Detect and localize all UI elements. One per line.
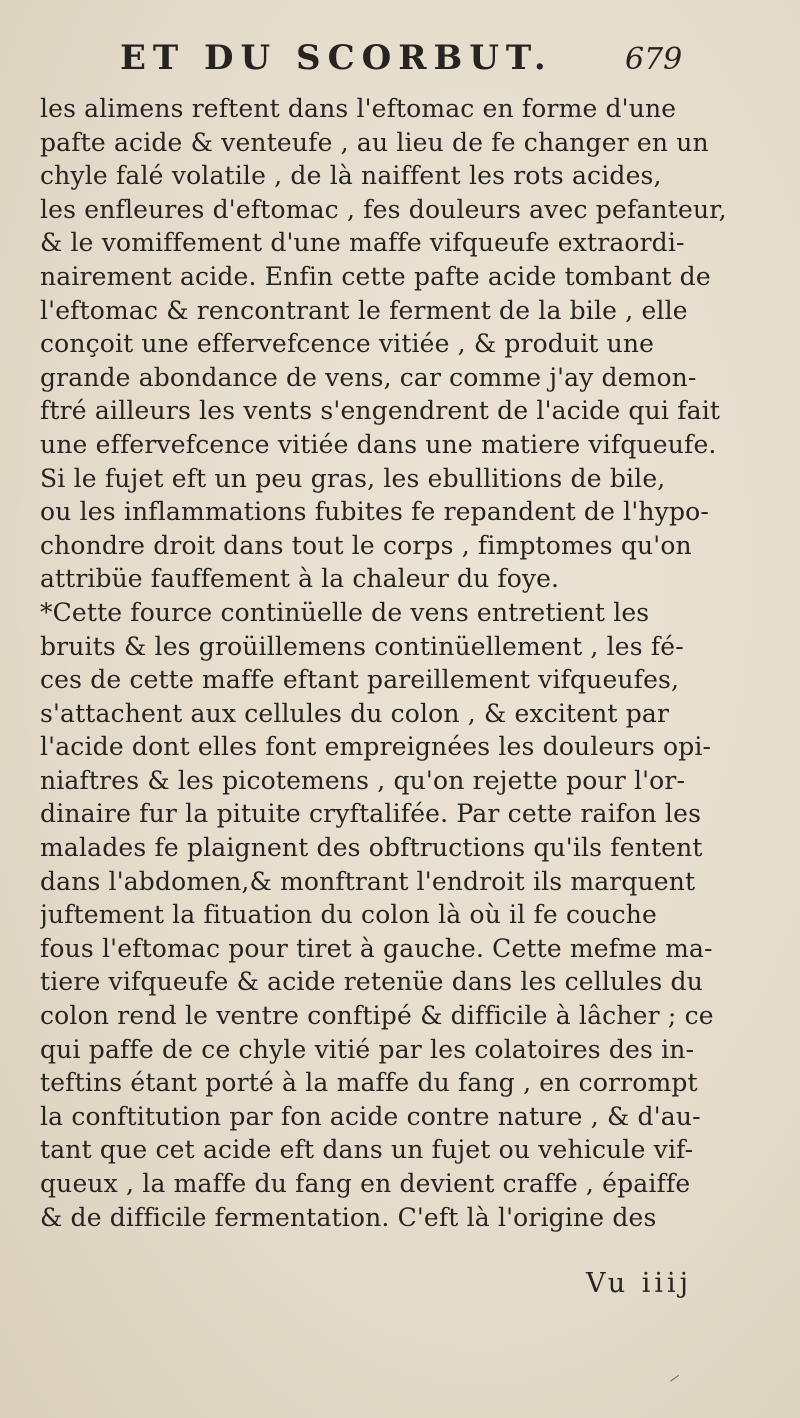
margin-mark: [670, 1375, 683, 1388]
signature-mark: Vu iiij: [586, 1268, 693, 1299]
text-line: qui paffe de ce chyle vitié par les colatoires des in-: [40, 1034, 695, 1064]
text-line: queux , la maffe du fang en devient craffe , épaiffe: [40, 1169, 691, 1198]
page-number: 679: [625, 42, 683, 77]
text-line: attribüe fauffement à la chaleur du foye.: [40, 564, 560, 594]
text-line: ces de cette maffe eftant pareillement vifqueufes,: [40, 665, 680, 695]
text-line: Si le fujet eft un peu gras, les ebullitions de bile,: [40, 463, 666, 493]
text-line: nairement acide. Enfin cette pafte acide tombant de: [40, 261, 711, 291]
text-line: malades fe plaignent des obftructions qu'ils fentent: [40, 833, 703, 863]
body-text: [40, 92, 780, 1234]
text-line: grande abondance de vens, car comme j'ay demon-: [40, 362, 697, 392]
text-line: *Cette fource continüelle de vens entretient les: [40, 597, 650, 627]
text-line: pafte acide & venteufe , au lieu de fe changer en un: [40, 127, 709, 157]
text-line: l'acide dont elles font empreignées les douleurs opi-: [40, 732, 712, 762]
text-line: les enfleures d'eftomac , fes douleurs avec pefanteur,: [40, 194, 727, 224]
text-line: l'eftomac & rencontrant le ferment de la bile , elle: [40, 295, 688, 325]
running-head: ET DU SCORBUT.: [120, 38, 553, 78]
text-line: dans l'abdomen,& monftrant l'endroit ils marquent: [40, 866, 696, 896]
text-line: colon rend le ventre conftipé & difficile à lâcher ; ce: [40, 1001, 714, 1031]
text-line: dinaire fur la pituite cryftalifée. Par cette raifon les: [40, 799, 702, 829]
text-line: & de difficile fermentation. C'eft là l'origine des: [40, 1202, 657, 1232]
text-line: fous l'eftomac pour tiret à gauche. Cette mefme ma-: [40, 933, 713, 963]
text-line: bruits & les groüillemens continüellement , les fé-: [40, 631, 684, 661]
page-footer: [0, 1268, 800, 1308]
text-line: tiere vifqueufe & acide retenüe dans les cellules du: [40, 967, 703, 997]
text-line: niaftres & les picotemens , qu'on rejette pour l'or-: [40, 765, 686, 795]
text-line: les alimens reftent dans l'eftomac en forme d'une: [40, 94, 677, 123]
text-line: chyle falé volatile , de là naiffent les rots acides,: [40, 161, 662, 191]
text-line: ou les inflammations fubites fe repandent de l'hypo-: [40, 497, 709, 527]
text-line: juftement la fituation du colon là où il fe couche: [40, 900, 657, 930]
text-line: chondre droit dans tout le corps , fimptomes qu'on: [40, 530, 692, 560]
text-line: tant que cet acide eft dans un fujet ou vehicule vif-: [40, 1135, 694, 1165]
text-line: une effervefcence vitiée dans une matiere vifqueufe.: [40, 429, 717, 459]
text-line: ftré ailleurs les vents s'engendrent de l'acide qui fait: [40, 396, 721, 426]
page-header: [120, 38, 683, 82]
text-line: s'attachent aux cellules du colon , & excitent par: [40, 698, 670, 728]
text-line: & le vomiffement d'une maffe vifqueufe extraordi-: [40, 228, 685, 258]
text-line: teftins étant porté à la maffe du fang , en corrompt: [40, 1068, 698, 1098]
text-line: la conftitution par fon acide contre nature , & d'au-: [40, 1101, 701, 1131]
text-line: conçoit une effervefcence vitiée , & produit une: [40, 329, 655, 359]
